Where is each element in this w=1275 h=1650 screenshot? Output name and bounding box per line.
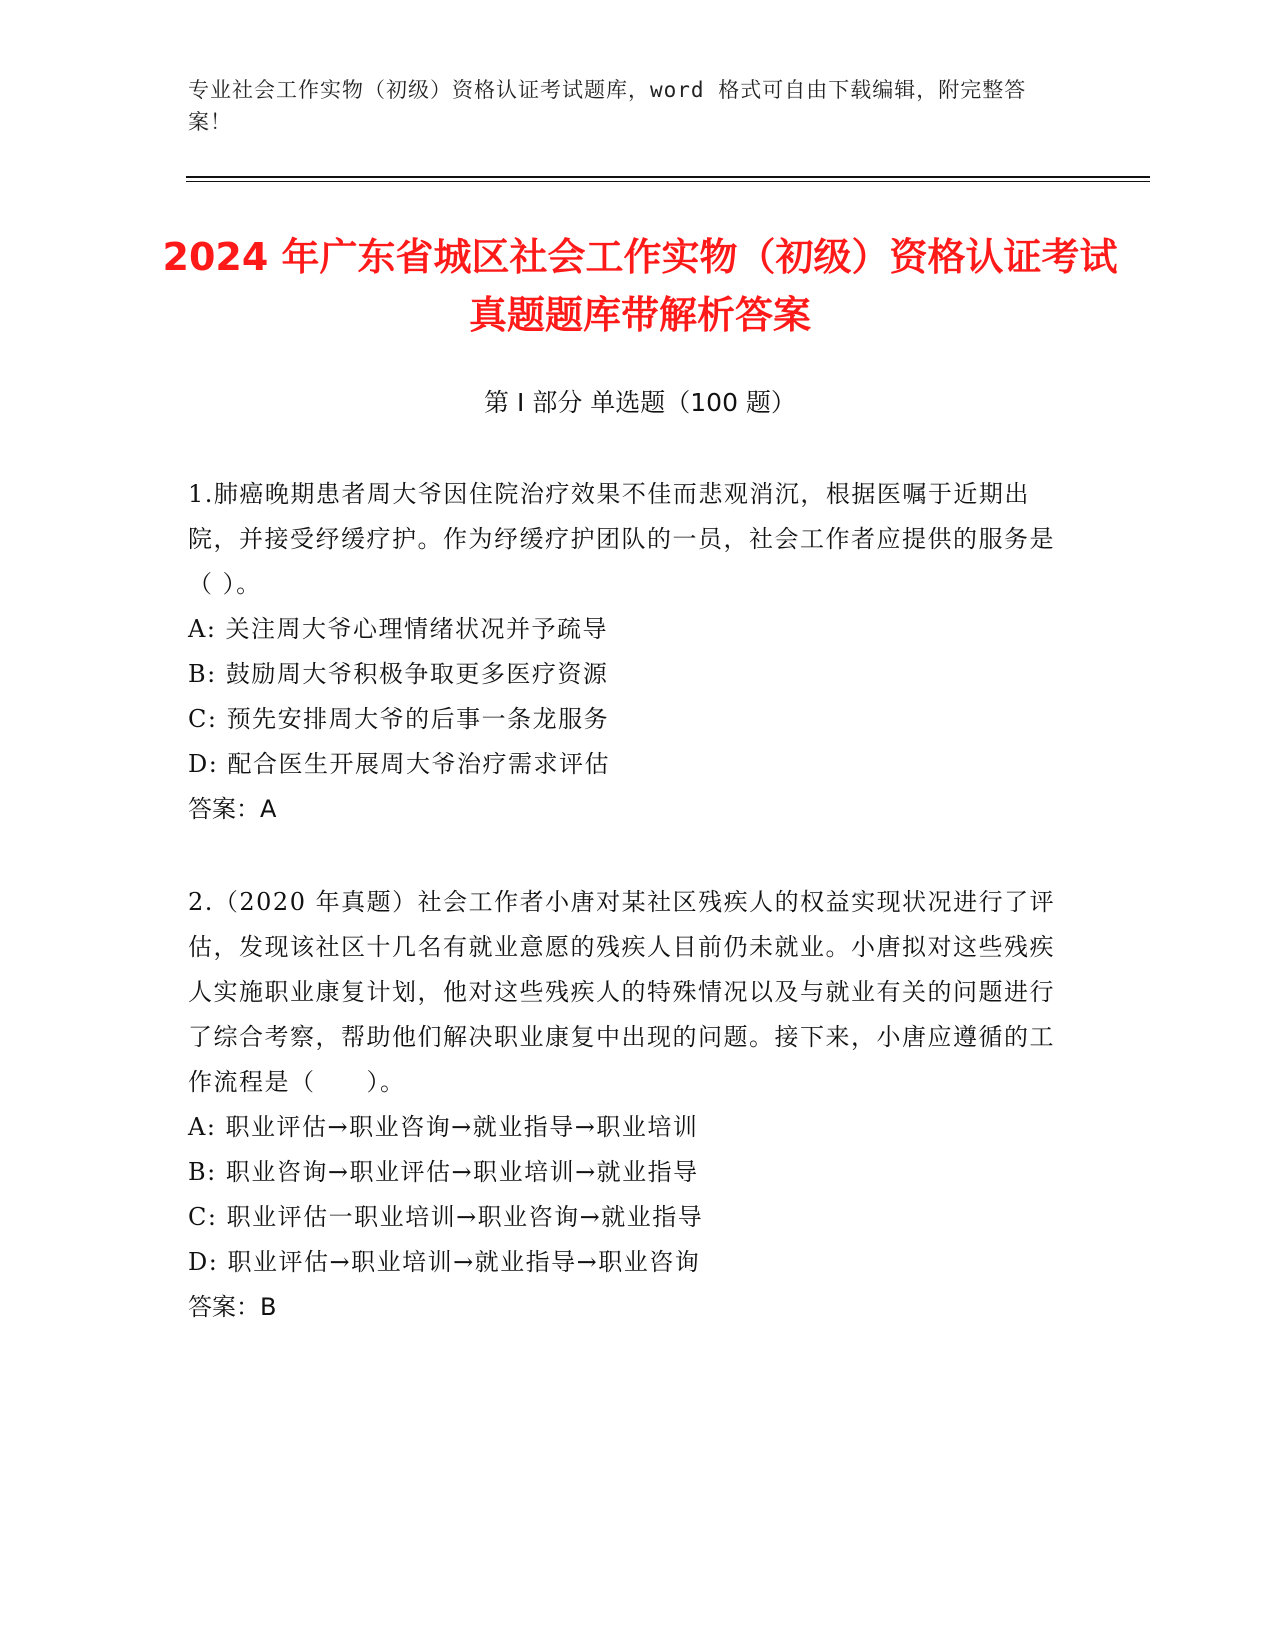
option-d: D: 配合医生开展周大爷治疗需求评估 <box>188 750 610 778</box>
header-divider-thin <box>186 181 1150 182</box>
section-title: 第 I 部分 单选题（100 题） <box>484 388 796 417</box>
header-divider-thick <box>186 176 1150 178</box>
option-b: B: 职业咨询→职业评估→职业培训→就业指导 <box>188 1158 699 1186</box>
question-stem: 1.肺癌晚期患者周大爷因住院治疗效果不佳而悲观消沉，根据医嘱于近期出院，并接受纾缓疗护。作为纾缓疗护团队的一员，社会工作者应提供的服务是（ ）。 <box>188 480 1055 598</box>
option-d: D: 职业评估→职业培训→就业指导→职业咨询 <box>188 1248 701 1276</box>
option-a: A: 职业评估→职业咨询→就业指导→职业培训 <box>188 1113 699 1141</box>
question-1 <box>188 472 1068 832</box>
option-a: A: 关注周大爷心理情绪状况并予疏导 <box>188 615 609 643</box>
document-title: 2024 年广东省城区社会工作实物（初级）资格认证考试真题题库带解析答案 <box>162 235 1118 337</box>
option-b: B: 鼓励周大爷积极争取更多医疗资源 <box>188 660 609 688</box>
option-c: C: 职业评估一职业培训→职业咨询→就业指导 <box>188 1203 704 1231</box>
question-2 <box>188 880 1068 1330</box>
header-note: 专业社会工作实物（初级）资格认证考试题库，word 格式可自由下载编辑，附完整答案！ <box>188 78 1027 134</box>
answer: 答案：B <box>188 1293 277 1321</box>
answer: 答案：A <box>188 795 277 823</box>
option-c: C: 预先安排周大爷的后事一条龙服务 <box>188 705 610 733</box>
question-stem: 2.（2020 年真题）社会工作者小唐对某社区残疾人的权益实现状况进行了评估，发现该社区十几名有就业意愿的残疾人目前仍未就业。小唐拟对这些残疾人实施职业康复计划，他对这些残疾人的特殊情况以及与就业有关的问题进行了综合考察，帮助他们解决职业康复中出现的问题。接下来，小唐应遵循的工作流程是（ ）。 <box>188 888 1056 1096</box>
